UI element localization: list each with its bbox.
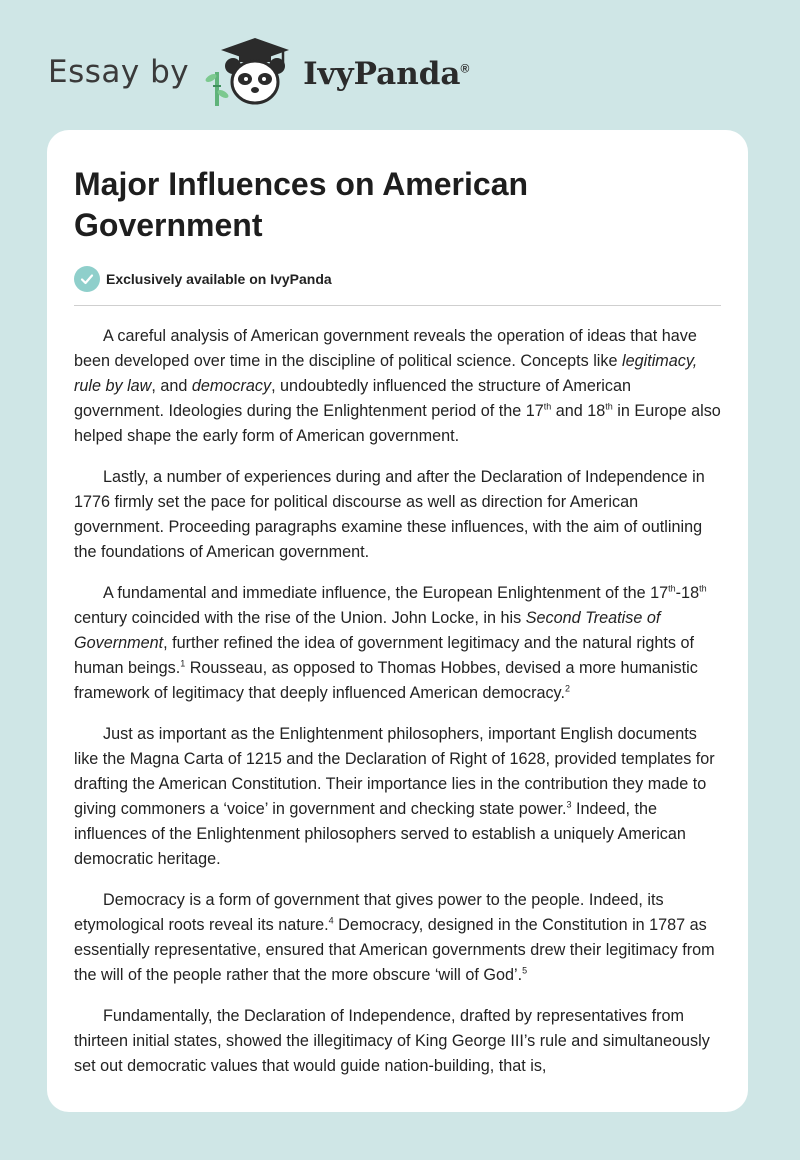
paragraph — [74, 722, 721, 872]
exclusive-badge — [74, 266, 721, 292]
superscript: th — [699, 583, 707, 594]
paragraph — [74, 324, 721, 449]
italic-text: democracy — [191, 377, 272, 395]
paragraph-text: Indeed, the influences of the Enlightenment philosophers served to establish a uniquely American democratic heritage. — [74, 800, 686, 868]
divider — [74, 305, 721, 306]
check-icon — [74, 266, 100, 292]
superscript: th — [543, 401, 552, 412]
paragraph-text: Democracy, designed in the Constitution in 1787 as essentially representative, ensured that American governments drew their legitimacy from the will of the people rather that the more obscure ‘will of God’. — [74, 916, 715, 984]
superscript: 3 — [566, 799, 572, 810]
superscript: 1 — [180, 658, 186, 669]
essay-body — [74, 324, 721, 1079]
paragraph-text: in Europe also helped shape the early form of American government. — [74, 402, 721, 445]
paragraph-text: Rousseau, as opposed to Thomas Hobbes, devised a more humanistic framework of legitimacy that deeply influenced American democracy. — [74, 659, 698, 702]
italic-text: legitimacy, rule by law — [74, 352, 698, 395]
paragraph-text: , undoubtedly influenced the structure of American government. Ideologies during the Enlightenment period of the 17 — [74, 377, 632, 420]
paragraph-text: century coincided with the rise of the Union. John Locke, in his — [74, 609, 526, 627]
superscript: 2 — [564, 683, 570, 694]
paragraph-text: Fundamentally, the Declaration of Independence, drafted by representatives from thirteen initial states, showed the illegitimacy of King George III’s rule and simultaneously set out democratic values that would guide nation-building, that is, — [74, 1007, 710, 1075]
paragraph-text: A fundamental and immediate influence, the European Enlightenment of the 17 — [103, 584, 669, 602]
essay-title: Major Influences on American Government — [74, 166, 529, 243]
superscript: th — [668, 583, 676, 594]
paragraph-text: Just as important as the Enlightenment philosophers, important English documents like the Magna Carta of 1215 and the Declaration of Right of 1628, provided templates for drafting the American Constitution. Their importance lies in the contribution they made to giving commoners a ‘voice’ in government and checking state power. — [74, 725, 715, 818]
paragraph-text: and 18 — [551, 402, 606, 420]
paragraph-text: , and — [151, 377, 192, 395]
paragraph — [74, 581, 721, 706]
paragraph-text: -18 — [675, 584, 700, 602]
superscript: th — [605, 401, 613, 412]
brand-name-text: IvyPanda — [303, 56, 461, 92]
paragraph — [74, 1004, 721, 1079]
paragraph-text: A careful analysis of American government reveals the operation of ideas that have been developed over time in the discipline of political science. Concepts like — [74, 327, 697, 370]
brand-name[interactable] — [303, 56, 469, 92]
site-header — [48, 36, 469, 108]
registered-mark: ® — [460, 61, 470, 76]
superscript: 5 — [522, 965, 528, 976]
essay-card — [47, 130, 748, 1112]
essay-by-label: Essay by — [48, 54, 190, 90]
paragraph — [74, 465, 721, 565]
paragraph — [74, 888, 721, 988]
panda-graduate-logo-icon[interactable] — [203, 36, 295, 108]
paragraph-text: Democracy is a form of government that gives power to the people. Indeed, its etymological roots reveal its nature. — [74, 891, 664, 934]
superscript: 4 — [328, 915, 334, 926]
paragraph-text: Lastly, a number of experiences during and after the Declaration of Independence in 1776 firmly set the pace for political discourse as well as direction for American government. Proceeding paragraphs examine these influences, with the aim of outlining the foundations of American government. — [74, 468, 705, 561]
exclusive-label: Exclusively available on IvyPanda — [106, 271, 332, 287]
italic-text: Second Treatise of Government — [74, 609, 661, 652]
paragraph-text: , further refined the idea of government legitimacy and the natural rights of human beings. — [74, 634, 694, 677]
